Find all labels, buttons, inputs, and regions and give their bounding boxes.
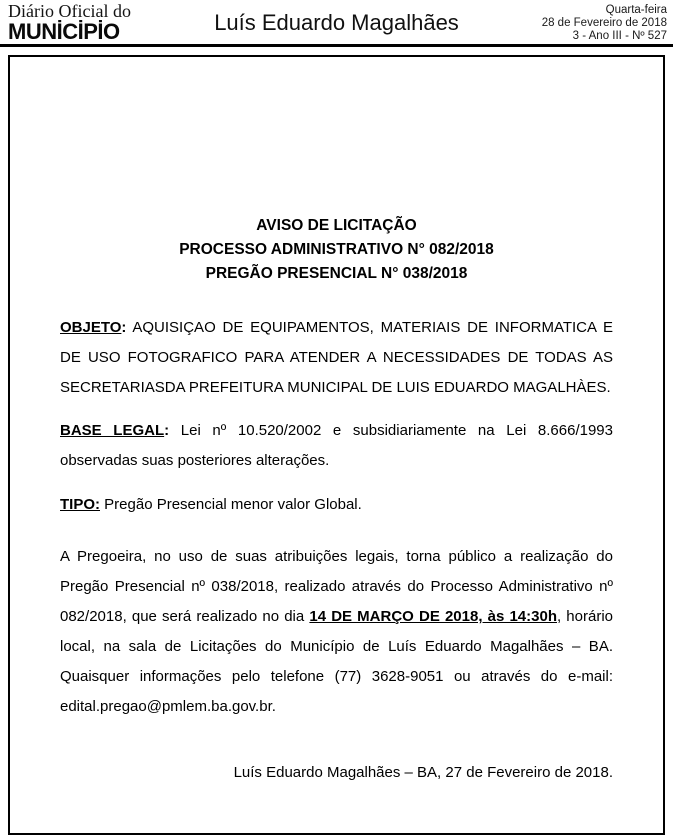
edition-number: 3 - Ano III - Nº 527 bbox=[572, 30, 667, 42]
gazette-header bbox=[0, 0, 673, 48]
edition-weekday: Quarta-feira bbox=[605, 4, 667, 16]
body-text-part2: , horário local, na sala de Licitações do Município de Luís Eduardo Magalhães – BA. Quaisquer informações pelo telefone (77) 3628-9051 ou através do e-mail: edital.pregao@pmlem.ba.gov.br. bbox=[60, 608, 614, 715]
municipality-name: Luís Eduardo Magalhães bbox=[214, 10, 459, 35]
objeto-text: AQUISIÇAO DE EQUIPAMENTOS, MATERIAIS DE INFORMATICA E DE USO FOTOGRAFICO PARA ATENDER A NECESSIDADES DE TODAS AS SECRETARIASDA PREFEITURA MUNICIPAL DE LUIS EDUARDO MAGALHÀES. bbox=[60, 319, 613, 396]
notice-title-block bbox=[60, 214, 613, 286]
tipo-label: TIPO: bbox=[60, 496, 100, 513]
objeto-paragraph bbox=[60, 313, 613, 403]
header-divider-rule bbox=[0, 44, 673, 47]
notice-title-line2: PROCESSO ADMINISTRATIVO N° 082/2018 bbox=[179, 241, 494, 258]
edition-info bbox=[542, 4, 667, 43]
tipo-paragraph bbox=[60, 490, 613, 520]
signature-line: Luís Eduardo Magalhães – BA, 27 de Fevereiro de 2018. bbox=[233, 764, 613, 781]
edition-date: 28 de Fevereiro de 2018 bbox=[541, 17, 667, 29]
notice-frame bbox=[8, 55, 665, 835]
tipo-text: Pregão Presencial menor valor Global. bbox=[100, 496, 362, 513]
notice-title-line1: AVISO DE LICITAÇÃO bbox=[256, 217, 417, 234]
logo-line2: MUNİCİPİO bbox=[8, 19, 120, 44]
objeto-colon: : bbox=[121, 319, 127, 336]
notice-title-line3: PREGÃO PRESENCIAL N° 038/2018 bbox=[205, 265, 468, 282]
base-legal-paragraph bbox=[60, 416, 613, 476]
logo-line1: Diário Oficial do bbox=[8, 1, 131, 21]
body-paragraph bbox=[60, 542, 613, 722]
base-legal-colon: : bbox=[164, 422, 170, 439]
objeto-label: OBJETO bbox=[60, 319, 122, 336]
base-legal-text: Lei nº 10.520/2002 e subsidiariamente na Lei 8.666/1993 observadas suas posteriores alterações. bbox=[60, 422, 613, 469]
body-text-part1: A Pregoeira, no uso de suas atribuições legais, torna público a realização do Pregão Presencial nº 038/2018, realizado através do Processo Administrativo nº 082/2018, que será realizado no dia bbox=[60, 548, 613, 625]
gazette-logo bbox=[8, 2, 131, 42]
base-legal-label: BASE LEGAL bbox=[60, 422, 165, 439]
session-datetime: 14 DE MARÇO DE 2018, às 14:30h bbox=[309, 608, 557, 625]
